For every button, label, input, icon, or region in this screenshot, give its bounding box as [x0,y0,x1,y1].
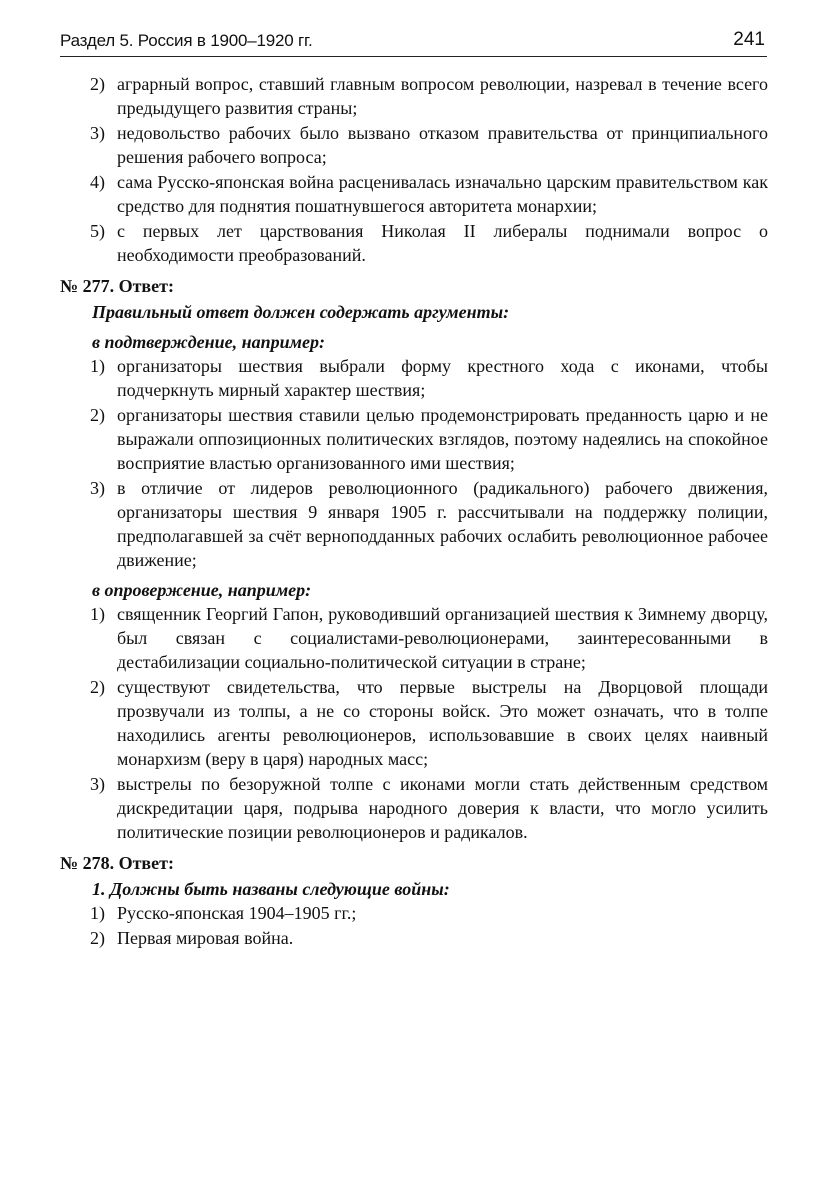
list-item [60,121,768,169]
item-number: 1) [90,604,105,624]
item-text: священник Георгий Гапон, руководивший организацией шествия к Зимнему дворцу, был связан с социалистами-революционерами, заинтересованными в дестабилизации социально-политической ситуации в стране; [117,604,768,672]
item-number: 3) [90,774,105,794]
item-text: в отличие от лидеров революционного (радикального) рабочего движения, организаторы шествия 9 января 1905 г. рассчитывали на поддержку полиции, предполагавшей за счёт верноподданных рабочих ослабить революционное рабочее движение; [117,478,768,570]
intro-list [60,72,768,267]
list-item [60,772,768,844]
item-text: организаторы шествия выбрали форму крестного хода с иконами, чтобы подчеркнуть мирный характер шествия; [117,356,768,400]
item-text: выстрелы по безоружной толпе с иконами могли стать действенным средством дискредитации царя, подрыва народного доверия к власти, что могло усилить политические позиции революционеров и радикалов. [117,774,768,842]
wars-list [60,901,768,950]
confirm-list [60,354,768,572]
item-text: сама Русско-японская война расценивалась изначально царским правительством как средство для поднятия пошатнувшегося авторитета монархии; [117,172,768,216]
list-item [60,926,768,950]
item-text: аграрный вопрос, ставший главным вопросом революции, назревал в течение всего предыдущего развития страны; [117,74,768,118]
refute-label: в опровержение, например: [92,580,312,600]
list-item [60,219,768,267]
section-title: Раздел 5. Россия в 1900–1920 гг. [60,31,313,50]
item-text: Первая мировая война. [117,928,294,948]
list-item [60,170,768,218]
running-header [60,28,767,57]
list-item [60,901,768,925]
answer-277-heading: № 277. Ответ: [60,276,174,296]
page-number: 241 [733,29,765,50]
list-item [60,354,768,402]
item-number: 1) [90,356,105,376]
confirm-label: в подтверждение, например: [92,332,325,352]
item-number: 2) [90,74,105,94]
list-item [60,72,768,120]
list-item [60,602,768,674]
item-text: существуют свидетельства, что первые выстрелы на Дворцовой площади прозвучали из толпы, а не со стороны войск. Это может означать, что в толпе находились агенты революционеров, использовавшие в своих целях наивный монархизм (веру в царя) народных масс; [117,677,768,769]
item-number: 2) [90,677,105,697]
list-item [60,476,768,572]
item-number: 3) [90,478,105,498]
item-text: Русско-японская 1904–1905 гг.; [117,903,357,923]
item-number: 2) [90,405,105,425]
answer-277-subheading: Правильный ответ должен содержать аргументы: [92,302,510,322]
item-number: 4) [90,172,105,192]
list-item [60,403,768,475]
answer-278-heading: № 278. Ответ: [60,853,174,873]
page-body [60,72,768,951]
answer-278-subheading: 1. Должны быть названы следующие войны: [92,879,450,899]
list-item [60,675,768,771]
item-text: организаторы шествия ставили целью продемонстрировать преданность царю и не выражали оппозиционных политических взглядов, поэтому надеялись на спокойное восприятие властью организованного ими шествия; [117,405,768,473]
refute-list [60,602,768,844]
item-text: недовольство рабочих было вызвано отказом правительства от принципиального решения рабочего вопроса; [117,123,768,167]
item-number: 2) [90,928,105,948]
item-number: 3) [90,123,105,143]
item-text: с первых лет царствования Николая II либералы поднимали вопрос о необходимости преобразований. [117,221,768,265]
item-number: 1) [90,903,105,923]
item-number: 5) [90,221,105,241]
